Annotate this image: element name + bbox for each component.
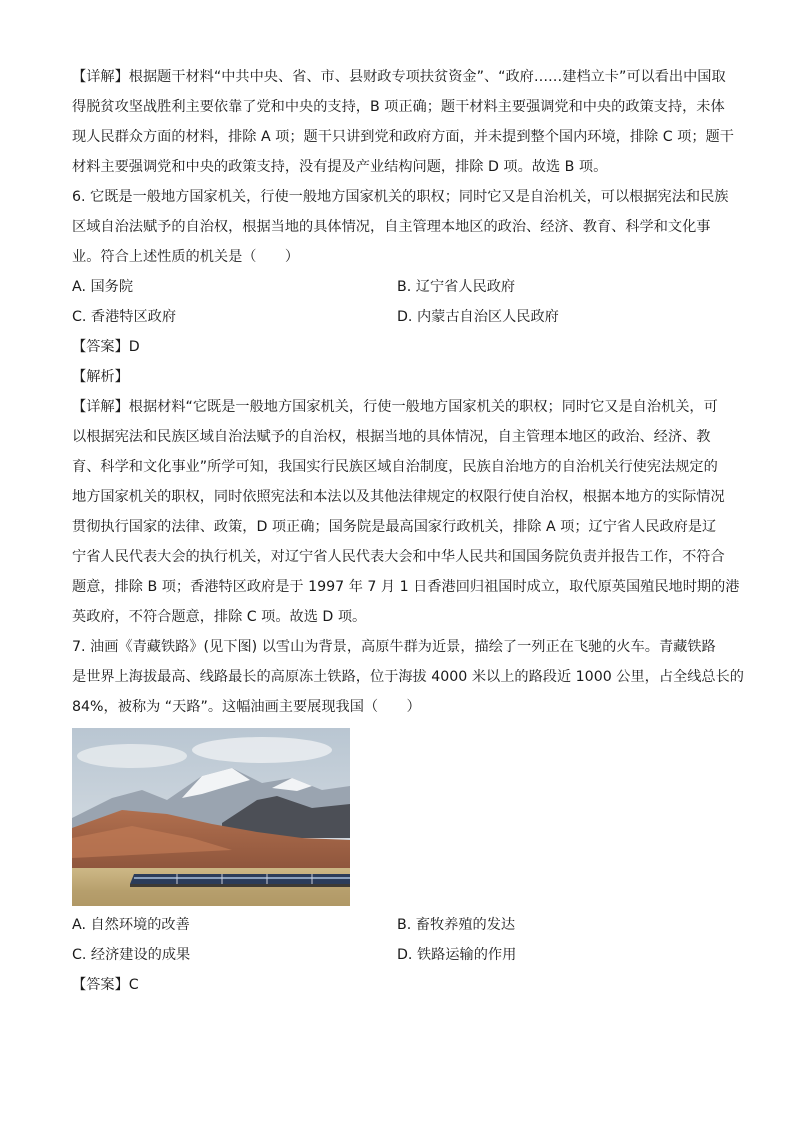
option-c: C. 经济建设的成果 <box>72 947 191 963</box>
question-stem-line: 是世界上海拔最高、线路最长的高原冻土铁路，位于海拔 4000 米以上的路段近 1000 公里，占全线总长的 <box>72 669 744 685</box>
options-row-2 <box>72 302 722 332</box>
options-row-2 <box>72 940 722 970</box>
text-line: 英政府，不符合题意，排除 C 项。故选 D 项。 <box>72 609 367 625</box>
question-stem-line: 84%，被称为 “天路”。这幅油画主要展现我国（ ） <box>72 699 421 715</box>
analysis-label: 【解析】 <box>72 369 129 385</box>
question-stem-line: 区域自治法赋予的自治权，根据当地的具体情况，自主管理本地区的政治、经济、教育、科学和文化事 <box>72 219 711 235</box>
option-a: A. 自然环境的改善 <box>72 917 190 933</box>
answer-label: 【答案】D <box>72 339 140 355</box>
question-stem-line: 业。符合上述性质的机关是（ ） <box>72 249 300 265</box>
text-line: 地方国家机关的职权，同时依照宪法和本法以及其他法律规定的权限行使自治权，根据本地方的实际情况 <box>72 489 725 505</box>
text-line: 材料主要强调党和中央的政策支持，没有提及产业结构问题，排除 D 项。故选 B 项。 <box>72 159 608 175</box>
option-c: C. 香港特区政府 <box>72 309 177 325</box>
options-row-1 <box>72 272 722 302</box>
text-line: 宁省人民代表大会的执行机关，对辽宁省人民代表大会和中华人民共和国国务院负责并报告工作，不符合 <box>72 549 725 565</box>
text-line: 【详解】根据材料“它既是一般地方国家机关，行使一般地方国家机关的职权；同时它又是自治机关，可 <box>72 399 718 415</box>
text-line: 以根据宪法和民族区域自治法赋予的自治权，根据当地的具体情况，自主管理本地区的政治、经济、教 <box>72 429 711 445</box>
text-line: 【详解】根据题干材料“中共中央、省、市、县财政专项扶贫资金”、“政府……建档立卡”可以看出中国取 <box>72 69 726 85</box>
q5-detail <box>72 62 734 182</box>
option-b: B. 畜牧养殖的发达 <box>397 917 516 933</box>
document-page <box>72 62 744 1000</box>
question-7 <box>72 632 744 1000</box>
options-row-1 <box>72 910 722 940</box>
text-line: 贯彻执行国家的法律、政策，D 项正确；国务院是最高国家行政机关，排除 A 项；辽宁省人民政府是辽 <box>72 519 717 535</box>
text-line: 得脱贫攻坚战胜利主要依靠了党和中央的支持，B 项正确；题干材料主要强调党和中央的政策支持，未体 <box>72 99 725 115</box>
text-line: 现人民群众方面的材料，排除 A 项；题干只讲到党和政府方面，并未提到整个国内环境，排除 C 项；题干 <box>72 129 734 145</box>
question-6 <box>72 182 740 632</box>
text-line: 题意，排除 B 项；香港特区政府是于 1997 年 7 月 1 日香港回归祖国时成立，取代原英国殖民地时期的港 <box>72 579 740 595</box>
option-b: B. 辽宁省人民政府 <box>397 279 516 295</box>
option-d: D. 内蒙古自治区人民政府 <box>397 309 559 325</box>
question-stem-line: 6. 它既是一般地方国家机关，行使一般地方国家机关的职权；同时它又是自治机关，可以根据宪法和民族 <box>72 189 729 205</box>
qinghai-tibet-railway-painting <box>72 728 350 906</box>
option-a: A. 国务院 <box>72 279 134 295</box>
train <box>130 874 350 887</box>
question-stem-line: 7. 油画《青藏铁路》(见下图) 以雪山为背景，高原牛群为近景，描绘了一列正在飞驰的火车。青藏铁路 <box>72 639 716 655</box>
answer-label: 【答案】C <box>72 977 139 993</box>
text-line: 育、科学和文化事业”所学可知，我国实行民族区域自治制度，民族自治地方的自治机关行使宪法规定的 <box>72 459 718 475</box>
option-d: D. 铁路运输的作用 <box>397 947 517 963</box>
